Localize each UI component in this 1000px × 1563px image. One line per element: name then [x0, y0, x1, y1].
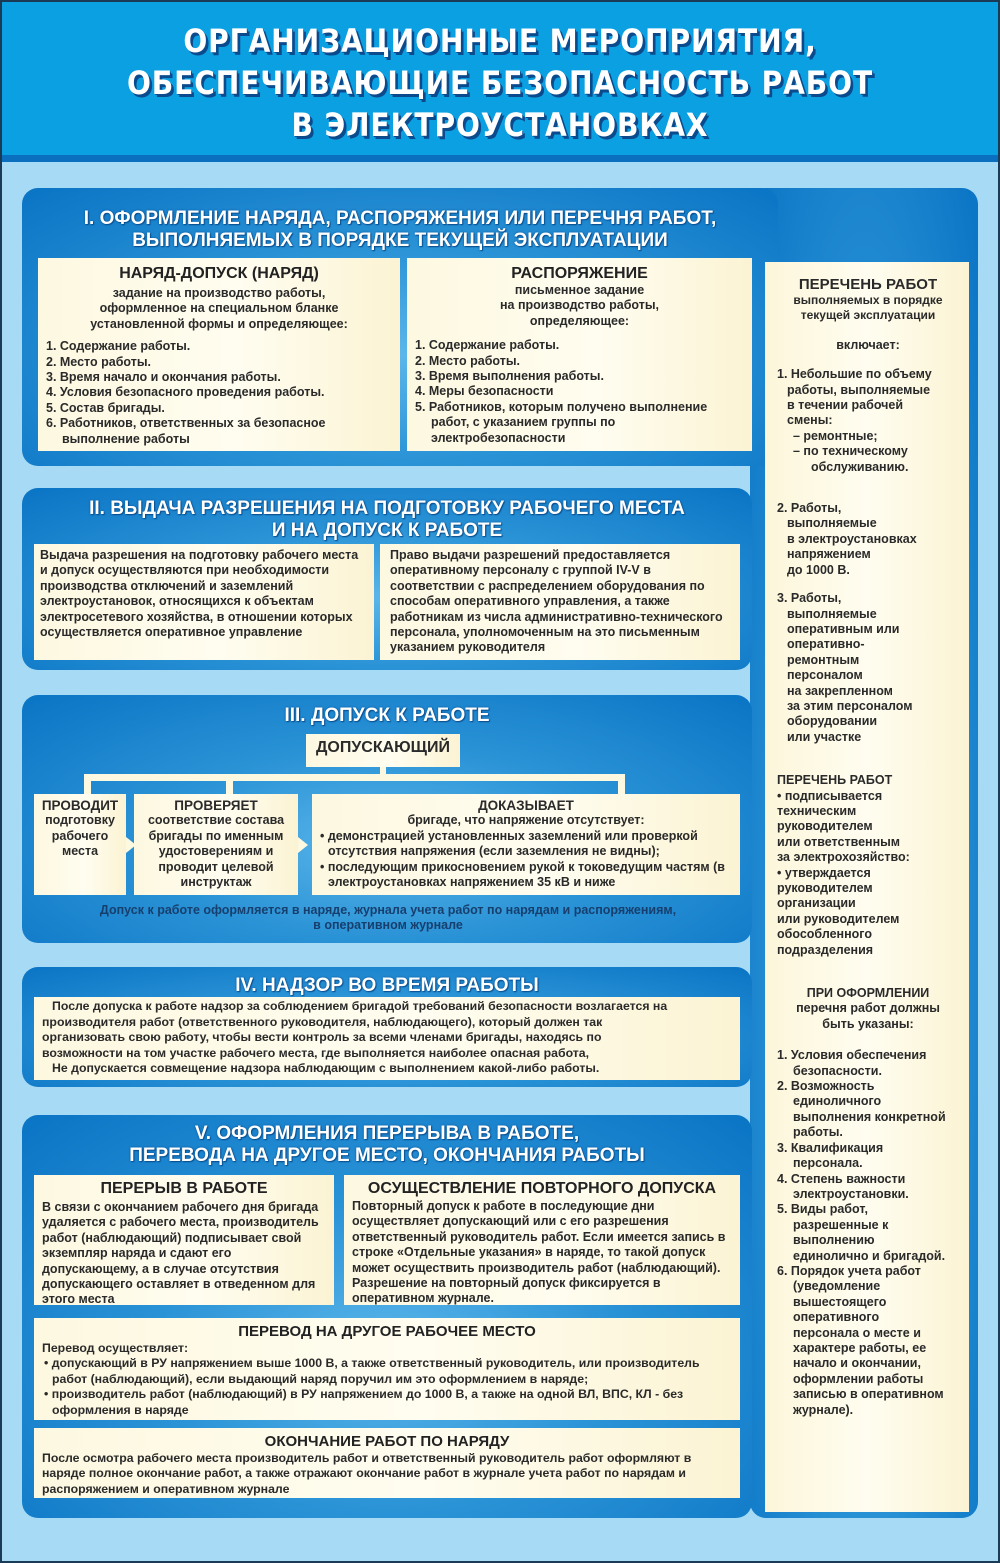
text-line: 2. Работы,: [777, 501, 842, 516]
perechen-item-3: [777, 591, 959, 745]
naryad-subtitle-line: установленной формы и определяющее:: [90, 316, 348, 331]
text-line: или ответственным: [777, 834, 901, 849]
section-2-left-text: Выдача разрешения на подготовку рабочего места и допуск осуществляются при необходимости производства отключений и заземлений электроустановок, относящихся к объектам электросетевого хозяйства, в отношении которых осуществляется оперативное управление: [40, 548, 359, 640]
section-4-box: [34, 997, 740, 1080]
provodit-box: [34, 794, 126, 895]
section-2-title-line: И НА ДОПУСК К РАБОТЕ: [271, 520, 503, 541]
dopuskayushchiy-label: ДОПУСКАЮЩИЙ: [316, 739, 450, 756]
arrow-right-icon: [298, 837, 308, 853]
completion-heading: ОКОНЧАНИЕ РАБОТ ПО НАРЯДУ: [264, 1433, 510, 1450]
footer-line: в оперативном журнале: [313, 918, 463, 932]
text-line: оборудовании: [787, 714, 878, 729]
text-line: перечня работ должны: [796, 1001, 940, 1016]
bullet-item: • демонстрацией установленных заземлений или проверкой отсутствия напряжения (если заземления не видны);: [320, 828, 698, 859]
tree-connector: [84, 774, 91, 794]
poster-title-line: ОБЕСПЕЧИВАЮЩИЕ БЕЗОПАСНОСТЬ РАБОТ: [126, 64, 874, 102]
section-2-title: [22, 498, 752, 542]
list-item: 1. Содержание работы.: [415, 338, 560, 353]
sign-heading: ПЕРЕЧЕНЬ РАБОТ: [777, 773, 893, 788]
rasporyazhenie-box: [407, 258, 752, 451]
text-line: • подписывается: [777, 788, 883, 803]
text-line: организовать свою работу, чтобы вести контроль за всеми членами бригады, находясь по: [42, 1030, 602, 1044]
section-2-right-text: Право выдачи разрешений предоставляется оперативному персоналу с группой IV-V в соответствии с распределением оборудования по способам оперативного управления, а также работникам из числа административно-технического персонала, уполномоченным на это письменным указанием руководителя: [390, 548, 723, 655]
list-item: 6. Порядок учета работ (уведомление вышестоящего оперативного персонала о месте и характере работы, ее начало и окончании, оформлении работы записью в оперативном журнале).: [777, 1263, 944, 1417]
text-line: обособленного: [777, 927, 872, 942]
naryad-subtitle: [46, 286, 392, 332]
rasporyazhenie-heading: РАСПОРЯЖЕНИЕ: [511, 265, 648, 282]
text-line: работы, выполняемые: [787, 382, 931, 397]
dopuskayushchiy-box: [306, 734, 460, 767]
list-item: 4. Степень важности электроустановки.: [777, 1171, 909, 1201]
dokazyvaet-subtitle: бригаде, что напряжение отсутствует:: [407, 813, 645, 828]
text-line: руководителем: [777, 819, 873, 834]
text-line: или участке: [787, 729, 862, 744]
dash-item: – по техническому: [793, 444, 908, 459]
break-heading: ПЕРЕРЫВ В РАБОТЕ: [100, 1180, 268, 1197]
section-3-title: III. ДОПУСК К РАБОТЕ: [284, 705, 490, 726]
dokazyvaet-heading: ДОКАЗЫВАЕТ: [478, 798, 574, 813]
footer-line: Допуск к работе оформляется в наряде, журнала учета работ по нарядам и распоряжениям,: [99, 903, 677, 917]
perechen-subtitle-line: выполняемых в порядке: [793, 293, 943, 307]
text-line: Не допускается совмещение надзора наблюдающим с выполнением какой-либо работы.: [52, 1061, 600, 1075]
perechen-sign-block: [777, 773, 959, 958]
list-item: 1. Содержание работы.: [46, 339, 191, 354]
text-line: за этим персоналом: [787, 698, 913, 713]
text-line: или руководителем: [777, 911, 900, 926]
rasporyazhenie-subtitle-line: письменное задание: [514, 283, 645, 297]
list-item: 2. Место работы.: [46, 354, 152, 369]
list-item: 3. Время начало и окончания работы.: [46, 370, 281, 385]
completion-text: После осмотра рабочего места производитель работ и ответственный руководитель работ оформляют в наряде полное окончание работ, а также отражают окончание работ в журнале учета работ по нарядам и распоряжением и оперативном журнале: [42, 1451, 692, 1496]
text-line: производителя работ (ответственного руководителя, наблюдающего), который должен так: [42, 1014, 603, 1029]
formal-block-title: [777, 986, 959, 1032]
includes-label: включает:: [836, 337, 900, 352]
dokazyvaet-box: [312, 794, 740, 895]
text-line: на закрепленном: [787, 683, 893, 698]
text-line: оперативно-: [787, 637, 865, 652]
list-item: 2. Место работы.: [415, 353, 521, 368]
text-line: руководителем: [777, 881, 873, 895]
text-line: в электроустановках: [787, 531, 917, 546]
section-2-right-box: [380, 544, 740, 660]
rasporyazhenie-subtitle: [415, 283, 744, 329]
perechen-item-2: [777, 501, 959, 578]
list-item: 3. Время выполнения работы.: [415, 369, 604, 384]
text-line: выполняемые: [787, 606, 877, 621]
transfer-intro: Перевод осуществляет:: [42, 1341, 189, 1355]
text-line: персоналом: [787, 668, 863, 683]
rasporyazhenie-subtitle-line: на производство работы,: [499, 298, 660, 313]
section-4-title: IV. НАДЗОР ВО ВРЕМЯ РАБОТЫ: [235, 975, 539, 996]
text-line: до 1000 В.: [787, 562, 850, 577]
naryad-subtitle-line: задание на производство работы,: [112, 286, 326, 300]
perechen-heading: ПЕРЕЧЕНЬ РАБОТ: [798, 276, 938, 293]
perechen-item-1: [777, 367, 959, 382]
bullet-item: • допускающий в РУ напряжением выше 1000 В, а также ответственный руководитель, или производитель работ (наблюдающий), если выдающий наряд поручил им это оформлением в наряде;: [44, 1356, 700, 1386]
text-line: После допуска к работе надзор за соблюдением бригадой требований безопасности возлагается на: [52, 999, 668, 1013]
transfer-heading: ПЕРЕВОД НА ДРУГОЕ РАБОЧЕЕ МЕСТО: [238, 1323, 536, 1340]
text-line: организации: [777, 896, 856, 911]
poster-header: [0, 0, 1000, 162]
list-item: 2. Возможность единоличного выполнения конкретной работы.: [777, 1079, 946, 1140]
perechen-item-1-body: [777, 383, 959, 475]
section-2-left-box: [34, 544, 374, 660]
list-item: 5. Состав бригады.: [46, 400, 165, 415]
text-line: подразделения: [777, 942, 874, 957]
perechen-subtitle: [777, 293, 959, 324]
text-line: оперативным или: [787, 621, 900, 636]
tree-connector: [84, 774, 624, 781]
text-line: возможности на том участке рабочего места, где выполняется наиболее опасная работа,: [42, 1045, 590, 1060]
dash-item: – ремонтные;: [793, 428, 878, 443]
section-3-footer: [30, 903, 746, 933]
text-line: в течении рабочей: [787, 398, 904, 413]
section-5-title: [22, 1123, 752, 1167]
text-line: ремонтным: [787, 652, 860, 667]
text-line: напряжением: [787, 547, 871, 562]
naryad-list: [46, 339, 392, 447]
list-item: 4. Условия безопасного проведения работы.: [46, 385, 325, 400]
poster-title-line: В ЭЛЕКТРОУСТАНОВКАХ: [291, 106, 709, 144]
provodit-heading: ПРОВОДИТ: [41, 798, 119, 813]
completion-box: [34, 1428, 740, 1498]
naryad-box: [38, 258, 400, 451]
rasporyazhenie-list: [415, 338, 744, 446]
tree-connector: [618, 774, 625, 794]
poster-title-line: ОРГАНИЗАЦИОННЫЕ МЕРОПРИЯТИЯ,: [183, 22, 817, 60]
provodit-text: подготовку рабочего места: [45, 813, 115, 859]
text-line: • утверждается: [777, 865, 871, 880]
transfer-box: [34, 1318, 740, 1420]
formal-list: [777, 1048, 947, 1418]
section-1-title-line: ВЫПОЛНЯЕМЫХ В ПОРЯДКЕ ТЕКУЩЕЙ ЭКСПЛУАТАЦИИ: [132, 230, 668, 251]
dash-item: обслуживанию.: [811, 459, 909, 474]
list-item: 5. Виды работ, разрешенные к выполнению единолично и бригадой.: [777, 1202, 946, 1263]
proveryaet-text: соответствие состава бригады по именным удостоверениям и проводит целевой инструктаж: [147, 813, 285, 890]
readmission-box: [344, 1175, 740, 1305]
readmission-text: Повторный допуск к работе в последующие дни осуществляет допускающий или с его разрешения ответственный руководитель работ. Если имеется запись в строке «Отдельные указания» в наряде, то такой допуск может осуществить производитель работ (наблюдающий). Разрешение на повторный допуск фиксируется в оперативном журнале.: [352, 1199, 726, 1306]
section-5-title-line: ПЕРЕВОДА НА ДРУГОЕ МЕСТО, ОКОНЧАНИЯ РАБОТЫ: [129, 1145, 645, 1166]
naryad-heading: НАРЯД-ДОПУСК (НАРЯД): [119, 265, 319, 282]
proveryaet-heading: ПРОВЕРЯЕТ: [174, 798, 258, 813]
section-1-title: [22, 208, 778, 252]
text-line: смены:: [787, 413, 833, 428]
section-1-title-line: I. ОФОРМЛЕНИЕ НАРЯДА, РАСПОРЯЖЕНИЯ ИЛИ ПЕРЕЧНЯ РАБОТ,: [83, 208, 717, 229]
text-line: за электрохозяйство:: [777, 850, 910, 865]
list-item: 4. Меры безопасности: [415, 384, 554, 399]
break-box: [34, 1175, 334, 1305]
perechen-subtitle-line: текущей эксплуатации: [800, 308, 936, 323]
section-2-title-line: II. ВЫДАЧА РАЗРЕШЕНИЯ НА ПОДГОТОВКУ РАБОЧЕГО МЕСТА: [89, 498, 685, 519]
bullet-item: • производитель работ (наблюдающий) в РУ напряжением до 1000 В, а также на одной ВЛ, ВПС, КЛ - без оформления в наряде: [44, 1387, 684, 1417]
break-text: В связи с окончанием рабочего дня бригада удаляется с рабочего места, производитель работ (наблюдающий) подписывает свой экземпляр наряда и сдают его допускающему, а в случае отсутствия допускающего оставляет в отведенном для этого места: [42, 1200, 319, 1307]
text-line: 3. Работы,: [777, 591, 842, 606]
readmission-heading: ОСУЩЕСТВЛЕНИЕ ПОВТОРНОГО ДОПУСКА: [367, 1180, 717, 1197]
tree-connector: [226, 774, 233, 794]
proveryaet-box: [134, 794, 298, 895]
rasporyazhenie-subtitle-line: определяющее:: [529, 313, 630, 328]
formal-heading: ПРИ ОФОРМЛЕНИИ: [806, 986, 930, 1001]
bullet-item: • последующим прикосновением рукой к токоведущим частям (в электроустановках напряжением 35 кВ и ниже: [320, 859, 725, 890]
naryad-subtitle-line: оформленное на специальном бланке: [99, 301, 339, 316]
list-item: 5. Работников, которым получено выполнение работ, с указанием группы по электробезопасности: [415, 399, 708, 445]
section-5-title-line: V. ОФОРМЛЕНИЯ ПЕРЕРЫВА В РАБОТЕ,: [194, 1123, 580, 1144]
perechen-rabot-column: [765, 262, 969, 1512]
text-line: 1. Небольшие по объему: [777, 367, 932, 382]
list-item: 1. Условия обеспечения безопасности.: [777, 1048, 927, 1078]
text-line: выполняемые: [787, 516, 877, 531]
text-line: техническим: [777, 803, 857, 818]
text-line: быть указаны:: [822, 1016, 914, 1031]
list-item: 3. Квалификация персонала.: [777, 1140, 884, 1171]
list-item: 6. Работников, ответственных за безопасное выполнение работы: [46, 416, 326, 446]
